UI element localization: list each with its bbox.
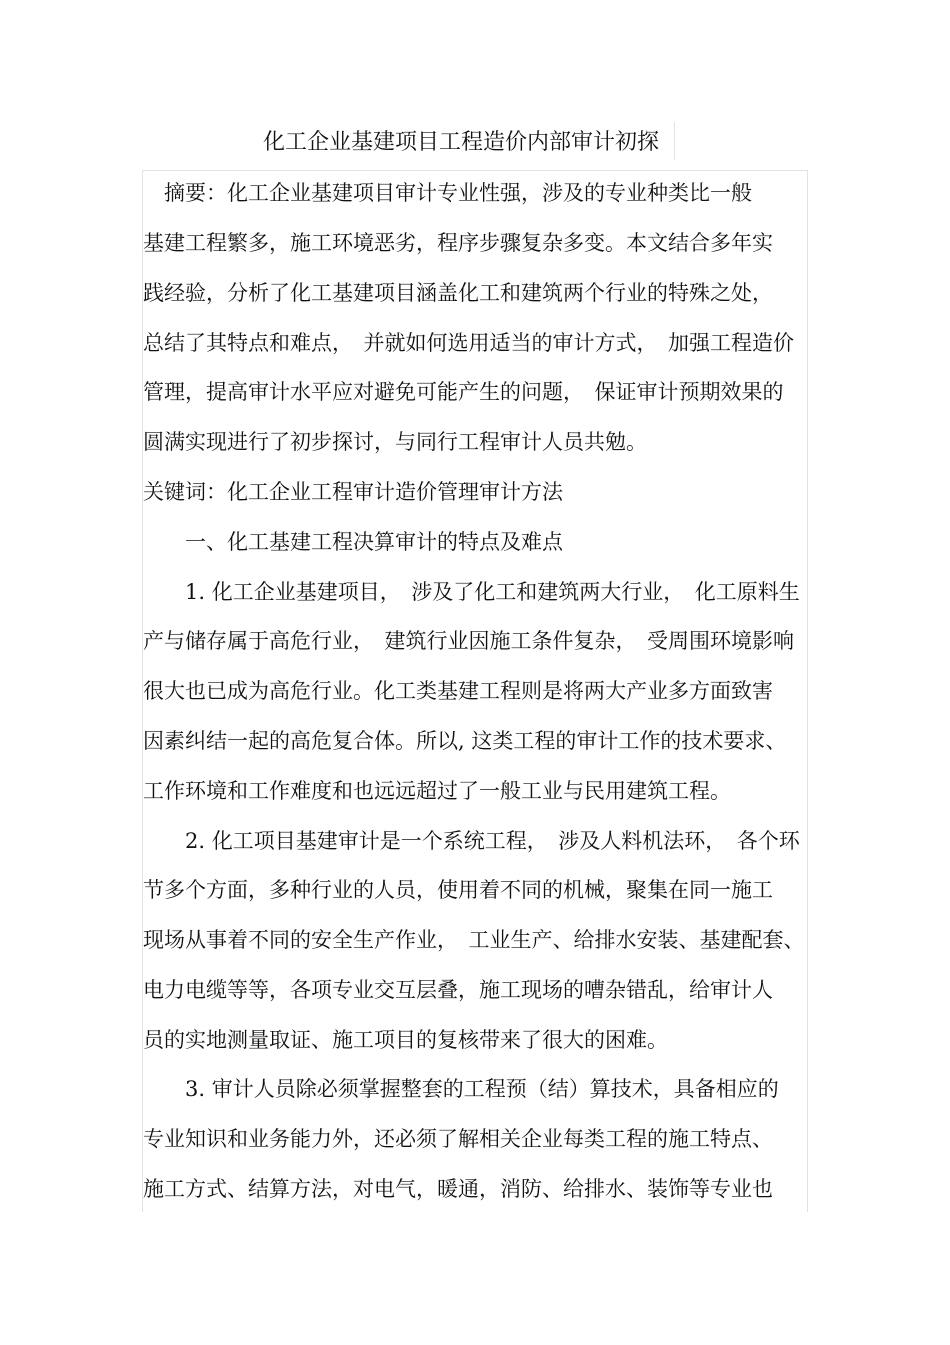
keywords-line: 关键词：化工企业工程审计造价管理审计方法 (143, 480, 563, 504)
paragraph-1-line-1: 1. 化工企业基建项目， 涉及了化工和建筑两大行业， 化工原料生 (143, 580, 800, 604)
scan-border-top (142, 170, 808, 171)
paragraph-1-line-4: 因素纠结一起的高危复合体。所以, 这类工程的审计工作的技术要求、 (143, 729, 787, 753)
abstract-line-1: 摘要：化工企业基建项目审计专业性强，涉及的专业种类比一般 (143, 181, 752, 205)
paragraph-1-line-3: 很大也已成为高危行业。化工类基建工程则是将两大产业多方面致害 (143, 679, 773, 703)
paragraph-1-line-2: 产与储存属于高危行业， 建筑行业因施工条件复杂， 受周围环境影响 (143, 629, 794, 653)
paragraph-3-line-1: 3. 审计人员除必须掌握整套的工程预（结）算技术，具备相应的 (143, 1077, 779, 1101)
paragraph-2-line-1: 2. 化工项目基建审计是一个系统工程， 涉及人料机法环， 各个环 (143, 829, 800, 853)
section-heading-1: 一、化工基建工程决算审计的特点及难点 (143, 530, 563, 554)
paragraph-2-line-5: 员的实地测量取证、施工项目的复核带来了很大的困难。 (143, 1028, 668, 1052)
abstract-line-4: 总结了其特点和难点， 并就如何选用适当的审计方式， 加强工程造价 (143, 331, 794, 355)
abstract-line-6: 圆满实现进行了初步探讨，与同行工程审计人员共勉。 (143, 430, 647, 454)
abstract-line-2: 基建工程繁多，施工环境恶劣，程序步骤复杂多变。本文结合多年实 (143, 231, 773, 255)
scan-border-right (807, 170, 808, 1212)
paragraph-3-line-2: 专业知识和业务能力外，还必须了解相关企业每类工程的施工特点、 (143, 1127, 773, 1151)
abstract-line-5: 管理，提高审计水平应对避免可能产生的问题， 保证审计预期效果的 (143, 380, 784, 404)
document-title: 化工企业基建项目工程造价内部审计初探 (262, 130, 659, 155)
paragraph-3-line-3: 施工方式、结算方法，对电气，暖通，消防、给排水、装饰等专业也 (143, 1177, 773, 1201)
abstract-line-3: 践经验，分析了化工基建项目涵盖化工和建筑两个行业的特殊之处， (143, 281, 773, 305)
paragraph-2-line-4: 电力电缆等等，各项专业交互层叠，施工现场的嘈杂错乱，给审计人 (143, 978, 773, 1002)
paragraph-1-line-5: 工作环境和工作难度和也远远超过了一般工业与民用建筑工程。 (143, 779, 731, 803)
paragraph-2-line-3: 现场从事着不同的安全生产作业， 工业生产、给排水安装、基建配套、 (143, 928, 805, 952)
paragraph-2-line-2: 节多个方面，多种行业的人员，使用着不同的机械，聚集在同一施工 (143, 878, 773, 902)
